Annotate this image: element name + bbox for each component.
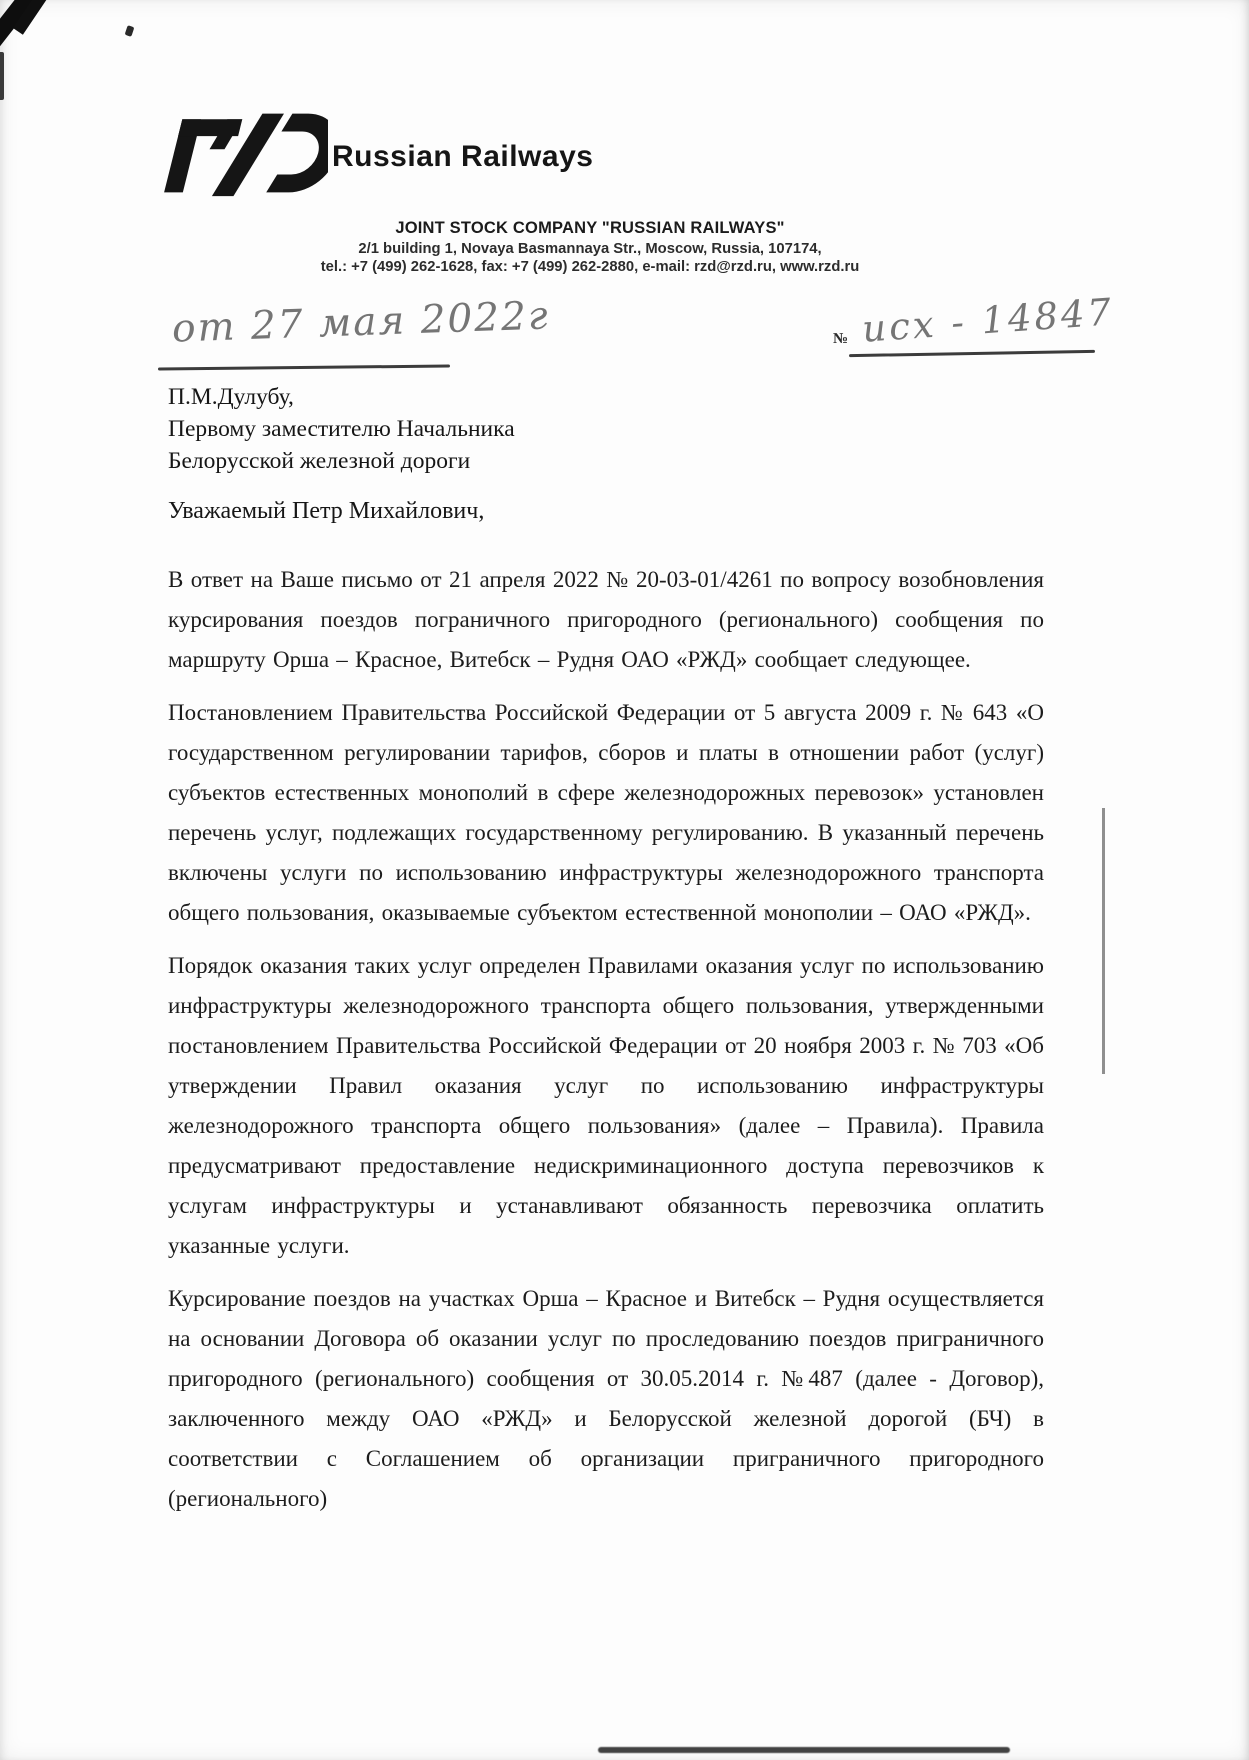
letter-body: [168, 560, 1044, 1532]
number-sign-label: №: [833, 331, 849, 347]
number-underline: [849, 350, 1095, 357]
handwritten-outgoing-number: исх - 14847: [860, 290, 1116, 351]
scan-vertical-line-artifact: [1102, 808, 1105, 1074]
recipient-block: [168, 381, 515, 477]
scan-speck: [125, 25, 135, 37]
paragraph: Порядок оказания таких услуг определен Правилами оказания услуг по использованию инфраструктуры железнодорожного транспорта общего пользования, утвержденными постановлением Правительства Российской Федерации от 20 ноября 2003 г. № 703 «Об утверждении Правил оказания услуг по использованию инфраструктуры железнодорожного транспорта общего пользования» (далее – Правила). Правила предусматривают предоставление недискриминационного доступа перевозчиков к услугам инфраструктуры и устанавливают обязанность перевозчика оплатить указанные услуги.: [168, 953, 1044, 1258]
letterhead: [270, 219, 910, 275]
scan-bottom-line-artifact: [598, 1747, 1010, 1753]
logo-wordmark: Russian Railways: [332, 140, 594, 173]
salutation: Уважаемый Петр Михайлович,: [168, 498, 485, 524]
paragraph: В ответ на Ваше письмо от 21 апреля 2022 № 20-03-01/4261 по вопросу возобновления курсирования поездов пограничного пригородного (регионального) сообщения по маршруту Орша – Красное, Витебск – Рудня ОАО «РЖД» сообщает следующее.: [168, 567, 1044, 672]
scan-edge-mark: [0, 52, 4, 100]
recipient-name: П.М.Дулубу,: [168, 384, 294, 410]
date-underline: [158, 364, 450, 370]
company-contacts: tel.: +7 (499) 262-1628, fax: +7 (499) 262-2880, e-mail: rzd@rzd.ru, www.rzd.ru: [320, 259, 860, 275]
rzd-monogram-icon: [150, 104, 328, 202]
company-name: JOINT STOCK COMPANY "RUSSIAN RAILWAYS": [395, 219, 785, 237]
handwritten-date: от 27 мая 2022г: [171, 293, 551, 352]
company-address: 2/1 building 1, Novaya Basmannaya Str., Moscow, Russia, 107174,: [358, 241, 822, 257]
recipient-organization: Белорусской железной дороги: [168, 448, 471, 474]
recipient-title: Первому заместителю Начальника: [168, 416, 515, 442]
paragraph: Постановлением Правительства Российской Федерации от 5 августа 2009 г. № 643 «О государственном регулировании тарифов, сборов и платы в отношении работ (услуг) субъектов естественных монополий в сфере железнодорожных перевозок» установлен перечень услуг, подлежащих государственному регулированию. В указанный перечень включены услуги по использованию инфраструктуры железнодорожного транспорта общего пользования, оказываемые субъектом естественной монополии – ОАО «РЖД».: [168, 700, 1044, 925]
paragraph: Курсирование поездов на участках Орша – Красное и Витебск – Рудня осуществляется на основании Договора об оказании услуг по проследованию поездов приграничного пригородного (регионального) сообщения от 30.05.2014 г. №487 (далее - Договор), заключенного между ОАО «РЖД» и Белорусской железной дорогой (БЧ) в соответствии с Соглашением об организации приграничного пригородного (регионального): [168, 1286, 1044, 1511]
